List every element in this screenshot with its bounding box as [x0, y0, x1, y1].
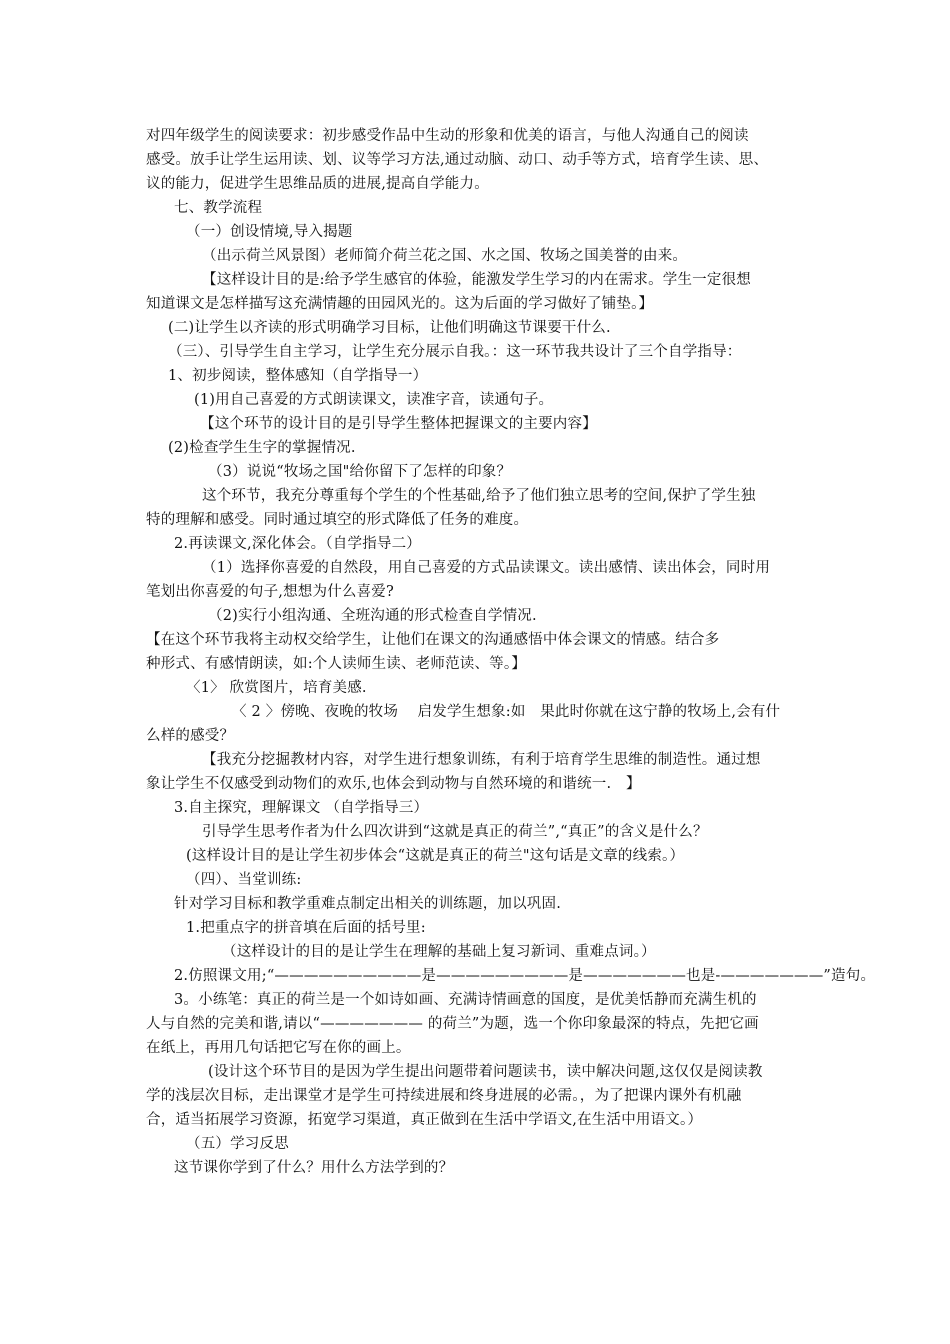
paragraph-line: 引导学生思考作者为什么四次讲到“这就是真正的荷兰”,“真正”的含义是什么？: [202, 824, 708, 840]
step-heading: 3.自主探究，理解课文 （自学指导三）: [174, 800, 429, 816]
paragraph-line: 〈1〉 欣赏图片，培育美感.: [186, 680, 367, 696]
step-heading: 2.再读课文,深化体会。（自学指导二）: [174, 536, 421, 552]
subsection-heading: （四）、当堂训练:: [186, 872, 302, 888]
exercise-line: 2.仿照课文用;“——————————是—————————是———————也是-———————”造句。: [174, 968, 876, 984]
paragraph-line: (这样设计目的是让学生初步体会“这就是真正的荷兰"这句话是文章的线索。）: [186, 848, 685, 864]
paragraph-line: (2)检查学生生字的掌握情况.: [168, 440, 356, 456]
paragraph-line: 针对学习目标和教学重难点制定出相关的训练题，加以巩固.: [174, 896, 562, 912]
subsection-heading: (二)让学生以齐读的形式明确学习目标，让他们明确这节课要干什么.: [168, 320, 611, 336]
paragraph-line: （这样设计的目的是让学生在理解的基础上复习新词、重难点词。）: [222, 944, 656, 960]
subsection-heading: （三）、引导学生自主学习，让学生充分展示自我。：这一环节我共设计了三个自学指导：: [168, 344, 742, 360]
paragraph-line: 感受。放手让学生运用读、划、议等学习方法,通过动脑、动口、动手等方式，培育学生读、思、: [146, 152, 769, 168]
design-note-line: 【我充分挖掘教材内容，对学生进行想象训练，有利于培育学生思维的制造性。通过想: [202, 752, 761, 768]
paragraph-line: (1)用自己喜爱的方式朗读课文，读准字音，读通句子。: [194, 392, 554, 408]
paragraph-line: 这个环节，我充分尊重每个学生的个性基础,给予了他们独立思考的空间,保护了学生独: [202, 488, 756, 504]
paragraph-line: （2)实行小组沟通、全班沟通的形式检查自学情况.: [208, 608, 537, 624]
paragraph-line: 〈 2 〉傍晚、夜晚的牧场 启发学生想象:如 果此时你就在这宁静的牧场上,会有什: [232, 704, 781, 720]
paragraph-line: 特的理解和感受。同时通过填空的形式降低了任务的难度。: [146, 512, 529, 528]
subsection-heading: （五）学习反思: [186, 1136, 289, 1152]
subsection-heading: （一）创设情境,导入揭题: [186, 224, 353, 240]
paragraph-line: 人与自然的完美和谐,请以“——————— 的荷兰”为题，选一个你印象最深的特点，先把它画: [146, 1016, 759, 1032]
exercise-line: 1.把重点字的拼音填在后面的括号里:: [186, 920, 426, 936]
exercise-line: 3。小练笔：真正的荷兰是一个如诗如画、充满诗情画意的国度，是优美恬静而充满生机的: [174, 992, 757, 1008]
paragraph-line: （1）选择你喜爱的自然段，用自己喜爱的方式品读课文。读出感情、读出体会，同时用: [202, 560, 771, 576]
paragraph-line: （出示荷兰风景图）老师简介荷兰花之国、水之国、牧场之国美誉的由来。: [202, 248, 688, 264]
step-heading: 1、初步阅读，整体感知（自学指导一）: [168, 368, 428, 384]
design-note-line: 【在这个环节我将主动权交给学生，让他们在课文的沟通感悟中体会课文的情感。结合多: [146, 632, 720, 648]
paragraph-line: 在纸上，再用几句话把它写在你的画上。: [146, 1040, 411, 1056]
paragraph-line: 么样的感受？: [146, 728, 235, 744]
paragraph-line: 笔划出你喜爱的句子,想想为什么喜爱?: [146, 584, 394, 600]
paragraph-line: （3）说说“牧场之国"给你留下了怎样的印象？: [208, 464, 512, 480]
design-note-line: 【这个环节的设计目的是引导学生整体把握课文的主要内容】: [200, 416, 597, 432]
design-note-line: 知道课文是怎样描写这充满情趣的田园风光的。这为后面的学习做好了铺垫。】: [146, 296, 654, 312]
paragraph-line: 学的浅层次目标，走出课堂才是学生可持续进展和终身进展的必需。，为了把课内课外有机融: [146, 1088, 742, 1104]
document-body: [146, 124, 876, 1180]
paragraph-line: 这节课你学到了什么？用什么方法学到的？: [174, 1160, 454, 1176]
design-note-line: 种形式、有感情朗读，如:个人读师生读、老师范读、等。】: [146, 656, 527, 672]
paragraph-line: (设计这个环节目的是因为学生提出问题带着问题读书，读中解决问题,这仅仅是阅读教: [208, 1064, 763, 1080]
paragraph-line: 合，适当拓展学习资源，拓宽学习渠道，真正做到在生活中学语文,在生活中用语文。）: [146, 1112, 703, 1128]
design-note-line: 【这样设计目的是:给予学生感官的体验，能激发学生学习的内在需求。学生一定很想: [202, 272, 751, 288]
paragraph-line: 对四年级学生的阅读要求：初步感受作品中生动的形象和优美的语言，与他人沟通自己的阅读: [146, 128, 749, 144]
paragraph-line: 议的能力，促进学生思维品质的进展,提高自学能力。: [146, 176, 489, 192]
design-note-line: 象让学生不仅感受到动物们的欢乐,也体会到动物与自然环境的和谐统一. 】: [146, 776, 641, 792]
section-heading: 七、教学流程: [174, 200, 263, 216]
